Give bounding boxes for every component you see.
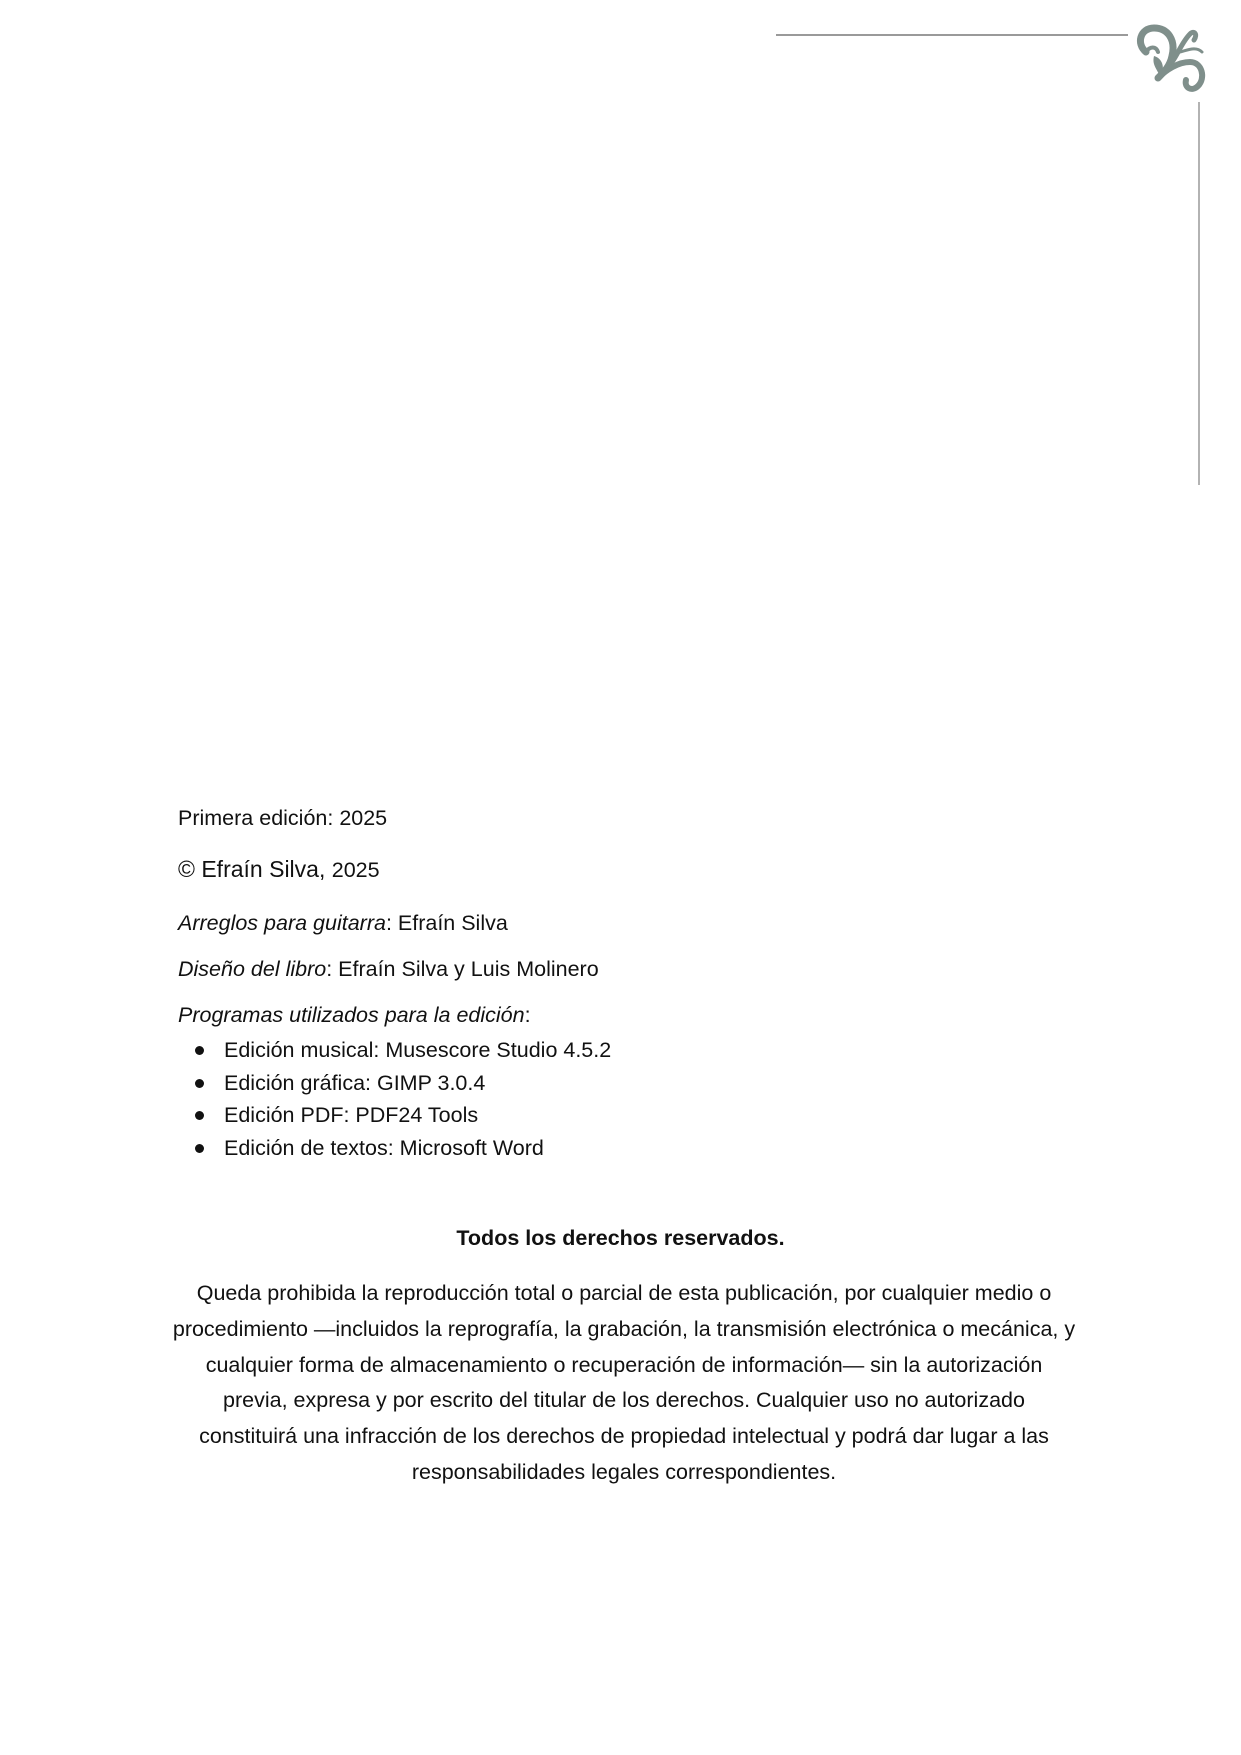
bullet-icon	[195, 1111, 204, 1120]
bullet-icon	[195, 1046, 204, 1055]
bullet-icon	[195, 1079, 204, 1088]
arrangements-line	[178, 913, 508, 935]
copyright-name: Efraín Silva,	[201, 856, 326, 882]
rights-title: Todos los derechos reservados.	[456, 1226, 785, 1250]
list-item: Edición PDF: PDF24 Tools	[178, 1105, 611, 1138]
design-label: Diseño del libro	[178, 957, 327, 981]
list-item: Edición musical: Musescore Studio 4.5.2	[178, 1040, 611, 1073]
bullet-icon	[195, 1144, 204, 1153]
floral-flourish-icon	[1132, 22, 1212, 98]
design-line	[178, 959, 599, 981]
design-value: : Efraín Silva y Luis Molinero	[326, 957, 599, 981]
list-item: Edición de textos: Microsoft Word	[178, 1138, 611, 1171]
copyright-year: 2025	[331, 858, 380, 882]
first-edition-line: Primera edición: 2025	[178, 806, 388, 830]
programs-list	[178, 1040, 611, 1171]
arrangements-label: Arreglos para guitarra	[178, 911, 386, 935]
copyright-symbol: ©	[178, 856, 195, 882]
list-item: Edición gráfica: GIMP 3.0.4	[178, 1073, 611, 1106]
top-border-line	[776, 34, 1128, 36]
right-border-line	[1198, 102, 1200, 485]
programs-label: Programas utilizados para la edición	[178, 1003, 525, 1027]
programs-heading	[178, 1005, 531, 1027]
programs-colon: :	[524, 1003, 531, 1027]
copyright-line	[178, 858, 380, 882]
rights-paragraph: Queda prohibida la reproducción total o parcial de esta publicación, por cualquier medio o procedimiento —incluidos la reprografía, la grabación, la transmisión electrónica o mecánica, y cualquier forma de almacenamiento o recuperación de información— sin la autorización previa, expresa y por escrito del titular de los derechos. Cualquier uso no autorizado constituirá una infracción de los derechos de propiedad intelectual y podrá dar lugar a las responsabilidades legales correspondientes.	[172, 1281, 1076, 1484]
arrangements-value: : Efraín Silva	[385, 911, 508, 935]
